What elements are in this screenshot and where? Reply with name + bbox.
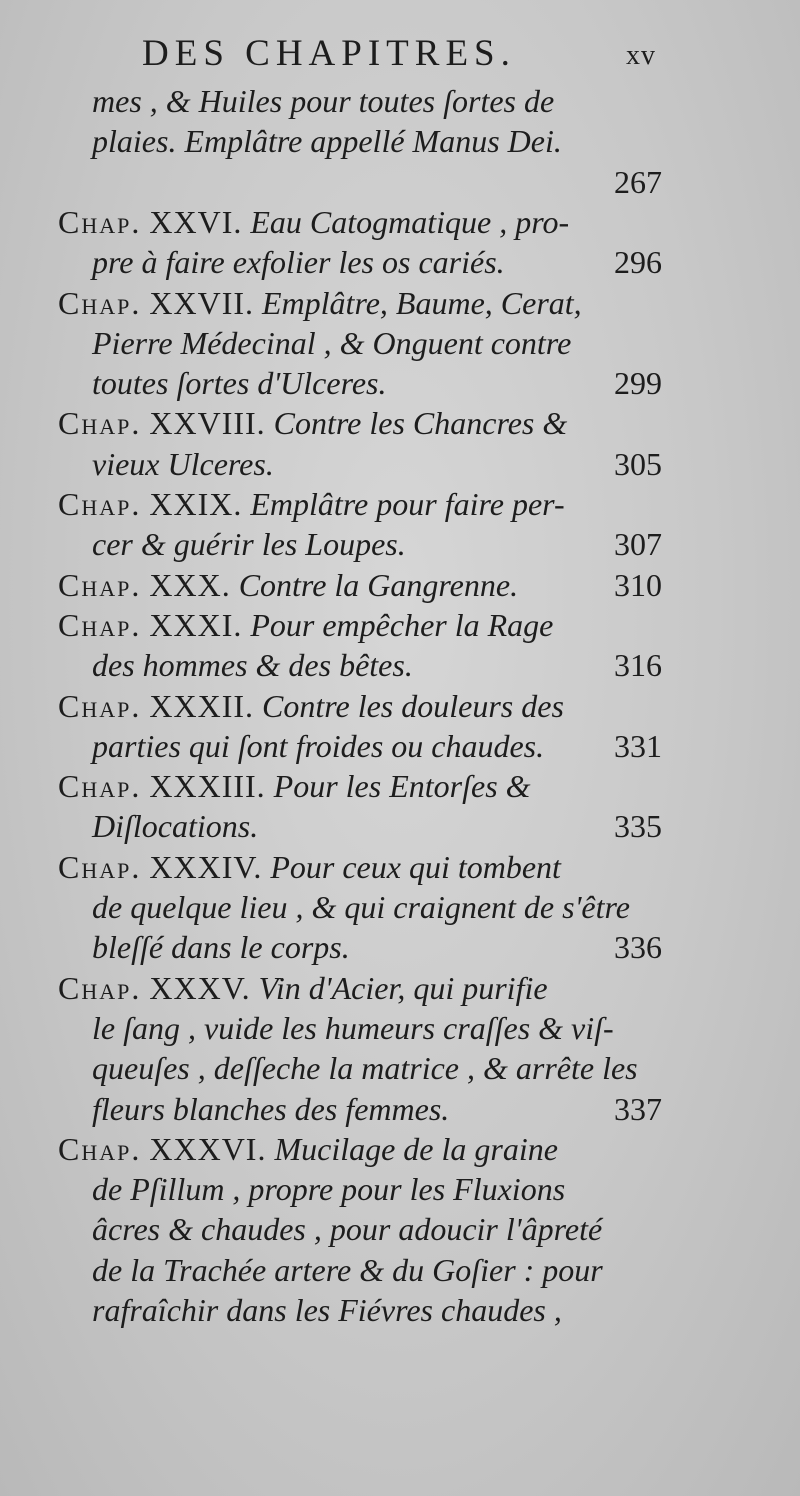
toc-line bbox=[0, 481, 800, 527]
toc-line bbox=[0, 360, 800, 406]
entry-title: plaies. Emplâtre appellé Manus Dei. bbox=[92, 123, 562, 160]
entry-page-number: 335 bbox=[614, 808, 662, 845]
entry-page-number: 310 bbox=[614, 566, 662, 603]
toc-line-text bbox=[58, 280, 582, 326]
toc-line-text bbox=[92, 642, 413, 688]
chapter-number: XXXIV. bbox=[149, 848, 263, 885]
chapter-number: XXX. bbox=[149, 566, 231, 603]
toc-line bbox=[0, 763, 800, 809]
toc-line bbox=[0, 602, 800, 648]
chapter-label: Chap. bbox=[58, 768, 142, 805]
toc-line-text bbox=[58, 602, 553, 648]
chapter-number: XXXII. bbox=[149, 687, 254, 724]
toc-line-text bbox=[92, 1005, 614, 1051]
toc-line-text bbox=[92, 924, 350, 970]
toc-line bbox=[0, 1045, 800, 1091]
entry-page-number: 336 bbox=[614, 929, 662, 966]
entry-title: de Pſillum , propre pour les Fluxions bbox=[92, 1171, 566, 1208]
toc-line bbox=[0, 1086, 800, 1132]
entry-page-number: 331 bbox=[614, 727, 662, 764]
chapter-label: Chap. bbox=[58, 848, 142, 885]
toc-line bbox=[0, 884, 800, 930]
entry-title: Contre les douleurs des bbox=[262, 687, 564, 724]
toc-line-text bbox=[92, 521, 406, 567]
toc-line-text bbox=[92, 239, 505, 285]
toc-line bbox=[0, 1206, 800, 1252]
entry-title: Pierre Médecinal , & Onguent contre bbox=[92, 324, 572, 361]
toc-line-text bbox=[92, 1166, 565, 1212]
entry-title: Contre les Chancres & bbox=[273, 405, 568, 442]
chapter-number: XXIX. bbox=[149, 486, 243, 522]
toc-line bbox=[0, 723, 800, 769]
chapter-number: XXVIII. bbox=[149, 405, 266, 442]
toc-line bbox=[0, 642, 800, 688]
chapter-number: XXXVI. bbox=[149, 1130, 267, 1167]
chapter-label: Chap. bbox=[58, 969, 142, 1006]
toc-line-text bbox=[92, 1287, 562, 1333]
entry-title: Emplâtre pour faire per- bbox=[250, 486, 565, 522]
toc-line bbox=[0, 965, 800, 1011]
toc-line-text bbox=[92, 803, 258, 849]
toc-line-text bbox=[58, 562, 518, 608]
entry-page-number: 305 bbox=[614, 445, 662, 482]
toc-line bbox=[0, 1005, 800, 1051]
chapter-number: XXXI. bbox=[149, 606, 243, 643]
chapter-label: Chap. bbox=[58, 1130, 142, 1167]
entry-title: Diſlocations. bbox=[92, 808, 259, 845]
toc-line-text bbox=[92, 723, 544, 769]
toc-line-text bbox=[92, 78, 554, 124]
toc-line bbox=[0, 1126, 800, 1172]
toc-line-text bbox=[58, 683, 564, 729]
toc-line bbox=[0, 1247, 800, 1293]
toc-line bbox=[0, 400, 800, 446]
entry-title: bleſſé dans le corps. bbox=[92, 929, 350, 966]
chapter-label: Chap. bbox=[58, 486, 142, 522]
toc-line bbox=[0, 1287, 800, 1333]
chapter-number: XXXV. bbox=[149, 969, 251, 1006]
entry-title: de quelque lieu , & qui craignent de s'être bbox=[92, 889, 630, 925]
toc-line-text bbox=[92, 360, 387, 406]
toc-line-text bbox=[92, 1206, 602, 1252]
entry-title: Pour empêcher la Rage bbox=[250, 606, 554, 643]
toc-line-text bbox=[92, 884, 630, 930]
toc-line bbox=[0, 78, 800, 124]
chapter-label: Chap. bbox=[58, 284, 142, 321]
running-header bbox=[0, 32, 800, 82]
toc-line-text bbox=[92, 441, 274, 487]
toc-line-text bbox=[58, 481, 565, 527]
entry-title: cer & guérir les Loupes. bbox=[92, 526, 406, 563]
toc-line bbox=[0, 199, 800, 245]
entry-title: Eau Catogmatique , pro- bbox=[250, 203, 570, 240]
toc-line-text bbox=[92, 320, 571, 366]
running-title: DES CHAPITRES. bbox=[142, 33, 516, 74]
toc-line bbox=[0, 280, 800, 326]
toc-line-text bbox=[92, 1086, 449, 1132]
entry-page-number: 307 bbox=[614, 526, 662, 563]
entry-page-number: 316 bbox=[614, 647, 662, 684]
toc-line bbox=[0, 683, 800, 729]
toc-line-text bbox=[58, 844, 561, 890]
entry-title: Mucilage de la graine bbox=[274, 1130, 558, 1167]
toc-line-text bbox=[58, 199, 569, 245]
entry-title: âcres & chaudes , pour adoucir l'âpreté bbox=[92, 1211, 603, 1248]
chapter-label: Chap. bbox=[58, 687, 142, 724]
toc-line-text bbox=[92, 1045, 638, 1091]
toc-line-text bbox=[92, 1247, 603, 1293]
entry-title: Vin d'Acier, qui purifie bbox=[258, 969, 548, 1006]
toc-line bbox=[0, 320, 800, 366]
toc-line bbox=[0, 159, 800, 205]
chapter-label: Chap. bbox=[58, 203, 142, 240]
chapter-number: XXXIII. bbox=[149, 768, 266, 805]
entry-title: pre à faire exfolier les os cariés. bbox=[92, 244, 505, 281]
chapter-label: Chap. bbox=[58, 606, 142, 643]
toc-line bbox=[0, 118, 800, 164]
entry-title: parties qui ſont froides ou chaudes. bbox=[92, 727, 545, 764]
entry-page-number: 296 bbox=[614, 244, 662, 281]
entry-title: des hommes & des bêtes. bbox=[92, 647, 413, 684]
toc-line bbox=[0, 441, 800, 487]
entry-title: fleurs blanches des femmes. bbox=[92, 1090, 450, 1127]
toc-line bbox=[0, 844, 800, 890]
chapter-number: XXVII. bbox=[149, 284, 254, 321]
entry-title: rafraîchir dans les Fiévres chaudes , bbox=[92, 1292, 562, 1328]
entry-title: le ſang , vuide les humeurs craſſes & viſ- bbox=[92, 1009, 614, 1046]
toc-line-text bbox=[58, 400, 567, 446]
toc-line-text bbox=[58, 763, 531, 809]
entry-title: queuſes , deſſeche la matrice , & arrête les bbox=[92, 1050, 638, 1087]
entry-page-number: 337 bbox=[614, 1090, 662, 1127]
chapter-number: XXVI. bbox=[149, 203, 243, 240]
chapter-label: Chap. bbox=[58, 566, 142, 603]
entry-title: Pour les Entorſes & bbox=[273, 768, 531, 805]
entry-title: Contre la Gangrenne. bbox=[238, 566, 519, 603]
toc-line bbox=[0, 924, 800, 970]
toc-line bbox=[0, 1166, 800, 1212]
toc-line bbox=[0, 521, 800, 567]
entry-title: vieux Ulceres. bbox=[92, 445, 274, 482]
entry-title: Emplâtre, Baume, Cerat, bbox=[262, 284, 582, 321]
toc-line bbox=[0, 239, 800, 285]
toc-line bbox=[0, 803, 800, 849]
entry-page-number: 299 bbox=[614, 365, 662, 402]
page-number: xv bbox=[626, 40, 656, 71]
toc-line-text bbox=[58, 1126, 558, 1172]
toc-line-text bbox=[92, 118, 562, 164]
entry-title: toutes ſortes d'Ulceres. bbox=[92, 365, 387, 402]
toc-line-text bbox=[58, 965, 548, 1011]
entry-title: mes , & Huiles pour toutes ſortes de bbox=[92, 83, 555, 119]
entry-title: de la Trachée artere & du Goſier : pour bbox=[92, 1251, 603, 1288]
entry-page-number: 267 bbox=[614, 163, 662, 200]
chapter-label: Chap. bbox=[58, 405, 142, 442]
toc-line bbox=[0, 562, 800, 608]
entry-title: Pour ceux qui tombent bbox=[270, 848, 561, 885]
